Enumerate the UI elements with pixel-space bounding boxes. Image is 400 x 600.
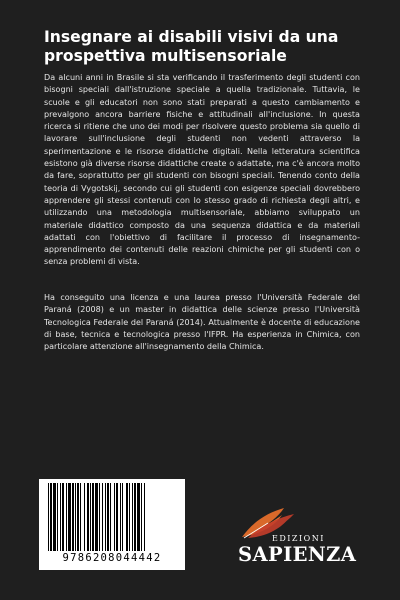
author-bio: Ha conseguito una licenza e una laurea presso l'Università Federale del Paraná (2008) e un master in didattica delle scienze presso l'Università Tecnologica Federale del Paraná (2014). Attualmente è docente di educazione di base, tecnica e tecnologica presso l'IFPR. Ha esperienza in Chimica, con particolare attenzione all'insegnamento della Chimica. [44,293,360,352]
publisher-name-small: EDIZIONI [272,534,325,543]
publisher-name: SAPIENZA [238,543,357,566]
isbn-number: 9786208044442 [62,552,162,564]
barcode-icon [46,483,178,551]
publisher-logo [238,503,358,573]
isbn-barcode [39,479,185,570]
book-blurb: Da alcuni anni in Brasile si sta verificando il trasferimento degli studenti con bisogni speciali dall'istruzione speciale a quella tradizionale. Tuttavia, le scuole e gli educatori non sono stati preparati a questo cambiamento e prevalgono ancora barriere fisiche e attitudinali all'inclusione. In questa ricerca si ritiene che uno dei modi per risolvere questo problema sia quello di lavorare sull'inclusione degli studenti non vedenti attraverso la sperimentazione e le risorse didattiche digitali. Nella letteratura scientifica esistono già diverse risorse didattiche create o adattate, ma c'è ancora molto da fare, soprattutto per gli studenti con bisogni speciali. Tenendo conto della teoria di Vygotskij, secondo cui gli studenti con esigenze speciali dovrebbero apprendere gli stessi contenuti con lo stesso grado di richiesta degli altri, e utilizzando una metodologia multisensoriale, abbiamo sviluppato un materiale didattico composto da una sequenza didattica e da materiali adattati con l'obiettivo di facilitare il processo di insegnamento-apprendimento dei contenuti delle reazioni chimiche per gli studenti con o senza problemi di vista. [44,73,360,267]
book-title: Insegnare ai disabili visivi da una prospettiva multisensoriale [44,28,339,65]
